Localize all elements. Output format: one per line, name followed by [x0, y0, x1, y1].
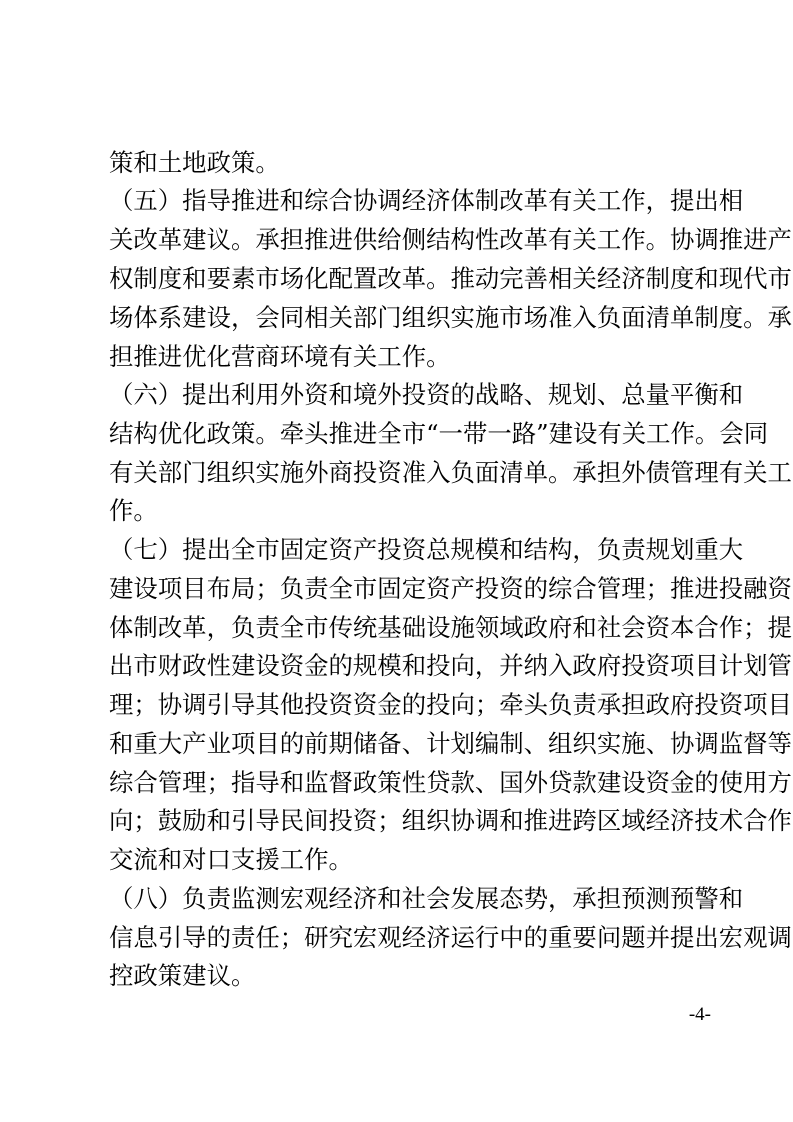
- text-line: （六）提出利用外资和境外投资的战略、规划、总量平衡和: [109, 380, 744, 409]
- text-line: 有关部门组织实施外商投资准入负面清单。承担外债管理有关工: [109, 458, 792, 487]
- text-line: 策和土地政策。: [109, 148, 280, 177]
- text-line: 综合管理；指导和监督政策性贷款、国外贷款建设资金的使用方: [109, 768, 792, 797]
- text-line: 结构优化政策。牵头推进全市“一带一路”建设有关工作。会同: [109, 419, 769, 448]
- text-line: 建设项目布局；负责全市固定资产投资的综合管理；推进投融资: [109, 574, 792, 603]
- text-line: 信息引导的责任；研究宏观经济运行中的重要问题并提出宏观调: [109, 923, 792, 952]
- text-line: （八）负责监测宏观经济和社会发展态势，承担预测预警和: [109, 884, 744, 913]
- text-line: 理；协调引导其他投资资金的投向；牵头负责承担政府投资项目: [109, 690, 792, 719]
- text-line: 担推进优化营商环境有关工作。: [109, 342, 451, 371]
- text-line: 和重大产业项目的前期储备、计划编制、组织实施、协调监督等: [109, 729, 792, 758]
- text-line: 权制度和要素市场化配置改革。推动完善相关经济制度和现代市: [109, 264, 792, 293]
- page-number: -4-: [688, 1004, 711, 1025]
- text-line: 交流和对口支援工作。: [109, 845, 353, 874]
- text-line: （五）指导推进和综合协调经济体制改革有关工作，提出相: [109, 186, 744, 215]
- text-line: 关改革建议。承担推进供给侧结构性改革有关工作。协调推进产: [109, 225, 792, 254]
- text-line: 控政策建议。: [109, 961, 256, 990]
- text-line: 场体系建设，会同相关部门组织实施市场准入负面清单制度。承: [109, 303, 792, 332]
- text-line: 出市财政性建设资金的规模和投向，并纳入政府投资项目计划管: [109, 651, 792, 680]
- text-line: 向；鼓励和引导民间投资；组织协调和推进跨区域经济技术合作: [109, 806, 792, 835]
- text-line: （七）提出全市固定资产投资总规模和结构，负责规划重大: [109, 535, 744, 564]
- text-line: 体制改革，负责全市传统基础设施领域政府和社会资本合作；提: [109, 613, 792, 642]
- text-line: 作。: [109, 496, 158, 525]
